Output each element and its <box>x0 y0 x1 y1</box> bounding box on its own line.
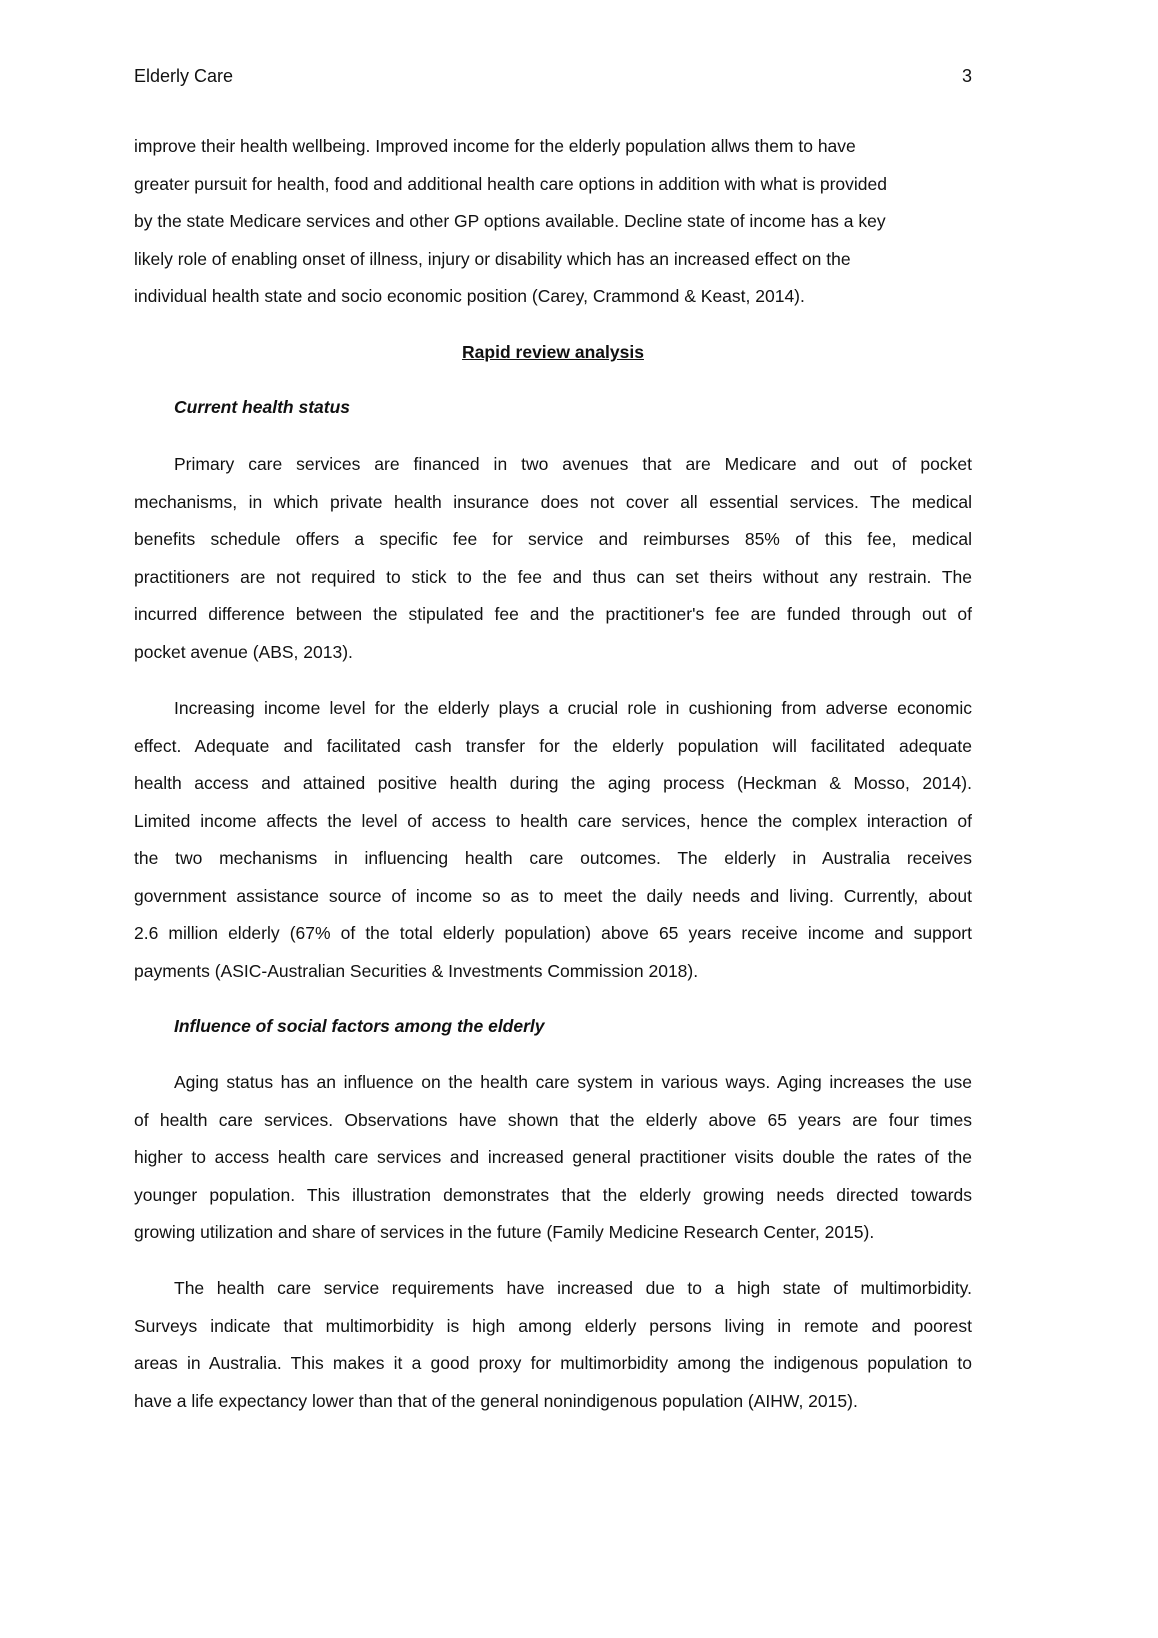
page-number: 3 <box>962 66 973 86</box>
text-line: have a life expectancy lower than that of the general nonindigenous population (AIHW, 2015). <box>134 1390 858 1411</box>
paragraph-1 <box>134 128 972 316</box>
text-line: younger population. This illustration demonstrates that the elderly growing needs directed towards <box>134 1184 972 1205</box>
text-line: by the state Medicare services and other GP options available. Decline state of income has a key <box>134 211 886 231</box>
text-line: Surveys indicate that multimorbidity is high among elderly persons living in remote and poorest <box>134 1315 972 1336</box>
paragraph-4 <box>134 1064 972 1252</box>
text-line: individual health state and socio economic position (Carey, Crammond & Keast, 2014). <box>134 286 805 306</box>
text-line: Aging status has an influence on the health care system in various ways. Aging increases the use <box>174 1072 972 1092</box>
text-line: practitioners are not required to stick to the fee and thus can set theirs without any restrain. The <box>134 566 972 587</box>
subheading-text: Current health status <box>174 397 350 417</box>
text-line: The health care service requirements have increased due to a high state of multimorbidity. <box>174 1278 972 1298</box>
text-line: greater pursuit for health, food and additional health care options in addition with what is provided <box>134 173 887 194</box>
section-heading <box>134 334 972 372</box>
paragraph-5 <box>134 1270 972 1420</box>
text-line: mechanisms, in which private health insurance does not cover all essential services. The medical <box>134 491 972 512</box>
text-line: benefits schedule offers a specific fee for service and reimburses 85% of this fee, medical <box>134 529 972 549</box>
section-heading-text: Rapid review analysis <box>462 342 644 362</box>
subheading-social-factors <box>134 1008 972 1046</box>
text-line: the two mechanisms in influencing health care outcomes. The elderly in Australia receives <box>134 848 972 868</box>
text-line: Limited income affects the level of access to health care services, hence the complex interaction of <box>134 810 972 831</box>
text-line: areas in Australia. This makes it a good proxy for multimorbidity among the indigenous population to <box>134 1353 972 1373</box>
text-line: pocket avenue (ABS, 2013). <box>134 641 353 662</box>
text-line: health access and attained positive health during the aging process (Heckman & Mosso, 2014). <box>134 773 972 793</box>
text-line: improve their health wellbeing. Improved income for the elderly population allws them to have <box>134 136 856 156</box>
text-line: 2.6 million elderly (67% of the total elderly population) above 65 years receive income and support <box>134 923 972 943</box>
text-line: likely role of enabling onset of illness, injury or disability which has an increased effect on the <box>134 248 851 269</box>
subheading-text: Influence of social factors among the elderly <box>174 1016 545 1036</box>
text-line: higher to access health care services and increased general practitioner visits double the rates of the <box>134 1147 972 1167</box>
text-line: effect. Adequate and facilitated cash transfer for the elderly population will facilitated adequate <box>134 735 972 756</box>
paragraph-3 <box>134 690 972 990</box>
text-line: of health care services. Observations have shown that the elderly above 65 years are four times <box>134 1109 972 1130</box>
text-line: government assistance source of income so as to meet the daily needs and living. Currently, about <box>134 885 972 906</box>
text-line: payments (ASIC-Australian Securities & Investments Commission 2018). <box>134 960 699 981</box>
paragraph-2 <box>134 446 972 671</box>
text-line: growing utilization and share of services in the future (Family Medicine Research Center, 2015). <box>134 1222 875 1242</box>
text-line: Increasing income level for the elderly plays a crucial role in cushioning from adverse economic <box>174 698 972 718</box>
text-line: incurred difference between the stipulated fee and the practitioner's fee are funded through out of <box>134 604 972 624</box>
text-line: Primary care services are financed in two avenues that are Medicare and out of pocket <box>174 454 972 474</box>
subheading-current-health-status <box>134 389 972 427</box>
running-header-title: Elderly Care <box>134 66 234 86</box>
